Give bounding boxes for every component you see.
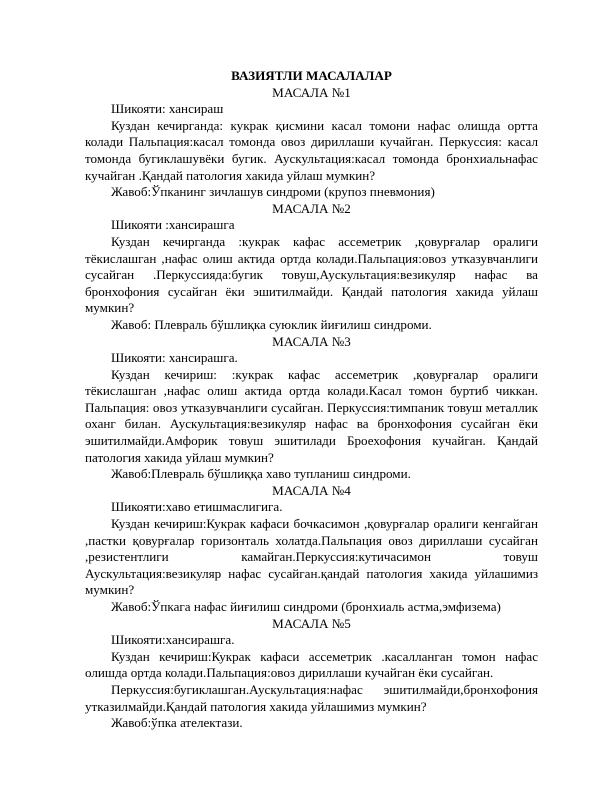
task-2 xyxy=(85,201,538,334)
task-answer: Жавоб:ўпка ателектази. xyxy=(111,715,243,731)
task-heading: МАСАЛА №2 xyxy=(272,200,351,216)
task-answer: Жавоб:Ўпкага нафас йиғилиш синдроми (бронхиаль астма,эмфизема) xyxy=(111,599,501,614)
task-5 xyxy=(85,616,538,732)
task-answer: Жавоб: Плевраль бўшлиқка суюклик йиғилиш синдроми. xyxy=(111,316,432,332)
task-heading: МАСАЛА №5 xyxy=(272,615,351,631)
task-examination: Куздан кечириш:Кукрак кафаси бочкасимон ,қовурғалар оралиги кенгайган ,пастки қовурғалар горизонталь холатда.Пальпация овоз дириллаши сусайган ,резистентлиги камайган.Перкуссия:кутичасимон товуш Аускультация:везикуляр нафас сусайган.қандай патология хакида уйлашимиз мумкин? xyxy=(85,516,538,598)
task-heading: МАСАЛА №4 xyxy=(272,482,351,498)
task-heading: МАСАЛА №1 xyxy=(272,84,351,100)
task-4 xyxy=(85,483,538,616)
task-answer: Жавоб:Ўпканинг зичлашув синдроми (крупоз пневмония) xyxy=(111,184,435,200)
task-examination: Куздан кечирганда: кукрак қисмини касал томони нафас олишда ортта колади Пальпация:касал томонда овоз дириллаши кучайган. Перкуссия: касал томонда бугиклашувёки бугик. Аускультация:касал томонда бронхиальнафас кучайган .Қандай патология хакида уйлаш мумкин? xyxy=(85,117,538,183)
task-heading: МАСАЛА №3 xyxy=(272,333,351,349)
task-examination: Куздан кечириш: :кукрак кафас ассеметрик ,қовурғалар оралиги тёкислашган ,нафас олиш актида ортда колади.Касал томон буртиб чиккан. Пальпация: овоз утказувчанлиги сусайган. Перкуссия:тимпаник товуш металлик оханг билан. Аускультация:везикуляр нафас ва бронхофония сусайган ёки эшитилмайди.Амфорик товуш эшитилади Броехофония кучайган. Қандай патология хакида уйлаш мумкин? xyxy=(85,366,538,465)
task-3 xyxy=(85,334,538,483)
task-1 xyxy=(85,85,538,201)
task-examination-continued: Перкуссия:бугиклашган.Аускультация:нафас эшитилмайди,бронхофония утказилмайди.Қандай патология хакида уйлашимиз мумкин? xyxy=(85,681,538,714)
task-examination: Куздан кечириш:Кукрак кафаси ассеметрик .касалланган томон нафас олишда ортда колади.Пальпация:овоз дириллаши кучайган ёки сусайган. xyxy=(85,648,538,681)
task-complaint: Шикояти:хансирашга. xyxy=(111,632,235,648)
task-answer: Жавоб:Плевраль бўшлиққа хаво тупланиш синдроми. xyxy=(111,466,411,482)
document-title: ВАЗИЯТЛИ МАСАЛАЛАР xyxy=(231,68,392,83)
task-examination: Куздан кечирганда :кукрак кафас ассеметрик ,қовурғалар оралиги тёкислашган ,нафас олиш актида ортда колади.Пальпация:овоз утказувчанлиги сусайган .Перкуссияда:бугик товуш,Аускультация:везикуляр нафас ва бронхофония сусайган ёки эшитилмайди. Қандай патология хакида уйлаш мумкин? xyxy=(85,233,538,316)
task-complaint: Шикояти: хансирашга. xyxy=(111,350,238,366)
task-complaint: Шикояти :хансирашга xyxy=(111,217,235,233)
task-complaint: Шикояти:хаво етишмаслигига. xyxy=(111,499,283,515)
task-complaint: Шикояти: хансираш xyxy=(111,101,224,117)
